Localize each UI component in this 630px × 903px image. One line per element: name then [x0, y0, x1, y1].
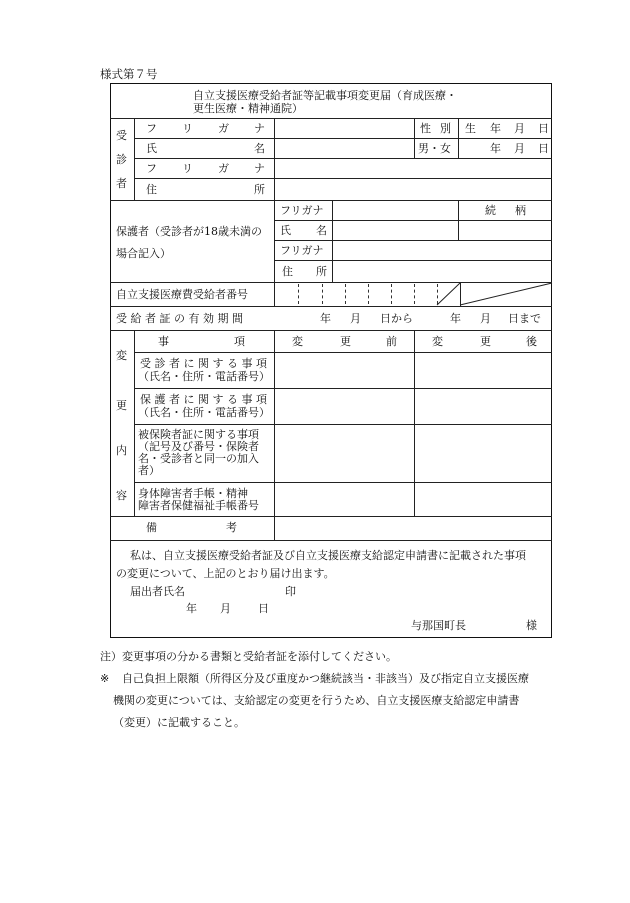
patient-furigana-label-f: フ [146, 122, 157, 135]
remarks-label-2: 考 [226, 521, 237, 534]
row1-line1: 受 診 者 に 関 す る 事 項 [140, 357, 267, 370]
patient-furigana-label-ri: リ [182, 122, 193, 135]
patient-furigana2-label-na: ナ [254, 162, 265, 175]
guardian-address-label-1: 住 [282, 265, 293, 278]
birth-month-label-2: 月 [514, 142, 525, 155]
seal-mark: 印 [285, 585, 296, 598]
birth-year-label: 年 [490, 122, 501, 135]
validity-label: 受 給 者 証 の 有 効 期 間 [116, 312, 243, 325]
patient-furigana-label-ga: ガ [218, 122, 229, 135]
date-month: 月 [220, 602, 231, 615]
changes-side-label-2: 更 [116, 399, 127, 412]
row3-line4: 者） [138, 464, 160, 477]
validity-to: 日まで [508, 312, 541, 325]
guardian-name-label-1: 氏 [280, 224, 291, 237]
form-title-line2: 更生医療・精神通院） [193, 102, 303, 115]
declaration-line2: の変更について、上記のとおり届け出ます。 [116, 567, 335, 580]
note-1: 注）変更事項の分かる書類と受給者証を添付してください。 [100, 650, 397, 663]
birth-year-label-2: 年 [490, 142, 501, 155]
patient-furigana2-label-ga: ガ [218, 162, 229, 175]
form-number: 様式第７号 [100, 67, 158, 81]
guardian-label-line1: 保護者（受診者が18歳未満の [116, 225, 262, 238]
sama-label: 様 [526, 619, 537, 632]
applicant-label: 届出者氏名 [130, 585, 185, 598]
header-after-2: 更 [480, 335, 491, 348]
declaration-line1: 私は、自立支援医療受給者証及び自立支援医療支給認定申請書に記載された事項 [130, 549, 526, 562]
header-after-3: 後 [526, 335, 537, 348]
patient-furigana2-label-ri: リ [182, 162, 193, 175]
row3-line1: 被保険者証に関する事項 [138, 428, 259, 441]
birth-month-label: 月 [514, 122, 525, 135]
guardian-furigana-label: フリガナ [280, 204, 324, 217]
header-before-3: 前 [386, 335, 397, 348]
form-title-line1: 自立支援医療受給者証等記載事項変更届（育成医療・ [193, 89, 457, 102]
validity-to-month: 月 [480, 312, 491, 325]
row3-line3: 名・受診者と同一の加入 [138, 452, 259, 465]
row4-line1: 身体障害者手帳・精神 [138, 487, 248, 500]
patient-address-label-2: 所 [254, 183, 265, 196]
row2-line1: 保 護 者 に 関 す る 事 項 [140, 393, 267, 406]
guardian-name-label-2: 名 [316, 224, 327, 237]
row4-line2: 障害者保健福祉手帳番号 [138, 499, 259, 512]
note-2-line2: 機関の変更については、支給認定の変更を行うため、自立支援医療支給認定申請書 [113, 694, 520, 707]
remarks-label-1: 備 [146, 521, 157, 534]
patient-name-label-1: 氏 [146, 142, 157, 155]
birth-label: 生 [465, 122, 476, 135]
row2-line2: （氏名・住所・電話番号） [138, 406, 270, 419]
patient-side-label-2: 診 [116, 153, 127, 166]
row3-line2: （記号及び番号・保険者 [138, 440, 259, 453]
sex-label-1: 性 [420, 122, 431, 135]
sex-label-2: 別 [440, 122, 451, 135]
mayor-label: 与那国町長 [411, 619, 466, 632]
patient-address-label-1: 住 [146, 183, 157, 196]
patient-furigana2-label-f: フ [146, 162, 157, 175]
changes-side-label-3: 内 [116, 444, 127, 457]
validity-from-year: 年 [320, 312, 331, 325]
validity-from: 日から [380, 312, 413, 325]
birth-day-label-2: 日 [538, 142, 549, 155]
patient-name-label-2: 名 [254, 142, 265, 155]
recipient-number-label: 自立支援医療費受給者番号 [116, 288, 248, 301]
guardian-label-line2: 場合記入） [116, 247, 171, 260]
header-item-1: 事 [158, 335, 169, 348]
validity-to-year: 年 [450, 312, 461, 325]
patient-side-label-3: 者 [116, 177, 127, 190]
patient-furigana-label-na: ナ [254, 122, 265, 135]
sex-value: 男・女 [418, 142, 451, 155]
note-2-mark: ※ [100, 672, 110, 685]
header-before-1: 変 [292, 335, 303, 348]
row1-line2: （氏名・住所・電話番号） [138, 370, 270, 383]
validity-from-month: 月 [350, 312, 361, 325]
date-day: 日 [258, 602, 269, 615]
guardian-address-label-2: 所 [316, 265, 327, 278]
birth-day-label: 日 [538, 122, 549, 135]
header-item-2: 項 [234, 335, 245, 348]
date-year: 年 [186, 602, 197, 615]
header-after-1: 変 [432, 335, 443, 348]
note-2-line3: （変更）に記載すること。 [113, 716, 245, 729]
note-2-line1: 自己負担上限額（所得区分及び重度かつ継続該当・非該当）及び指定自立支援医療 [122, 672, 529, 685]
guardian-relation-label-2: 柄 [515, 204, 526, 217]
guardian-furigana2-label: フリガナ [280, 244, 324, 257]
header-before-2: 更 [340, 335, 351, 348]
changes-side-label-1: 変 [116, 349, 127, 362]
guardian-relation-label-1: 続 [485, 204, 496, 217]
patient-side-label-1: 受 [116, 129, 127, 142]
changes-side-label-4: 容 [116, 489, 127, 502]
